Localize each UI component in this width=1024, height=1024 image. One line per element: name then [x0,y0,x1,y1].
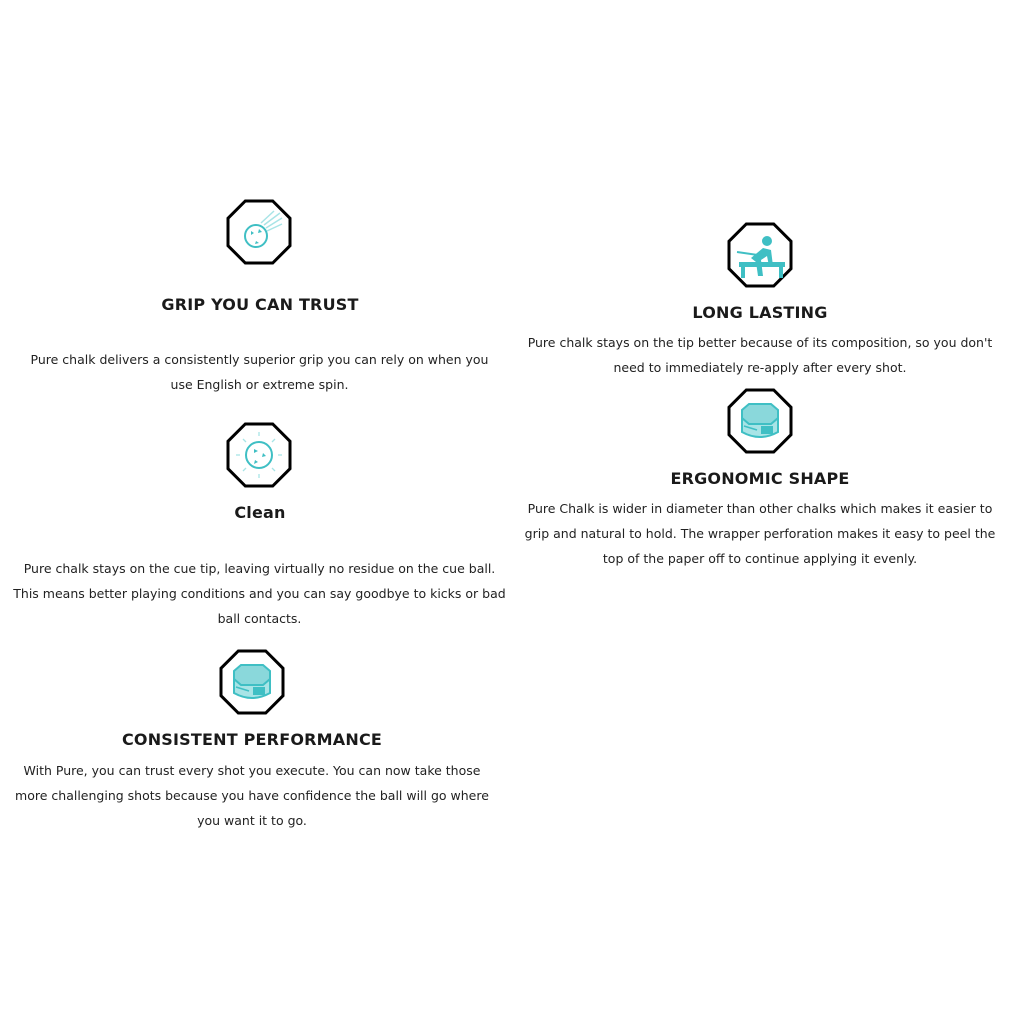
feature-title: GRIP YOU CAN TRUST [161,295,359,314]
feature-description: With Pure, you can trust every shot you execute. You can now take those more challenging shots because you have confidence the ball will go where you want it to go. [15,763,489,828]
feature-description: Pure chalk stays on the tip better because of its composition, so you don't need to immediately re-apply after every shot. [527,335,993,375]
chalk-cube-icon [727,388,793,454]
feature-description: Pure Chalk is wider in diameter than other chalks which makes it easier to grip and natural to hold. The wrapper perforation makes it easy to peel the top of the paper off to continue applying it evenly. [524,501,996,566]
clean-ball-icon [226,422,292,488]
chalk-cube-icon [219,649,285,715]
feature-title: LONG LASTING [692,303,828,322]
cue-ball-spin-icon [226,199,292,265]
player-at-table-icon [727,222,793,288]
feature-description: Pure chalk stays on the cue tip, leaving virtually no residue on the cue ball. This means better playing conditions and you can say goodbye to kicks or bad ball contacts. [13,561,506,626]
feature-title: CONSISTENT PERFORMANCE [121,730,383,749]
feature-description: Pure chalk delivers a consistently superior grip you can rely on when you use English or extreme spin. [30,352,489,392]
feature-title: Clean [234,503,286,522]
feature-title: ERGONOMIC SHAPE [670,469,850,488]
